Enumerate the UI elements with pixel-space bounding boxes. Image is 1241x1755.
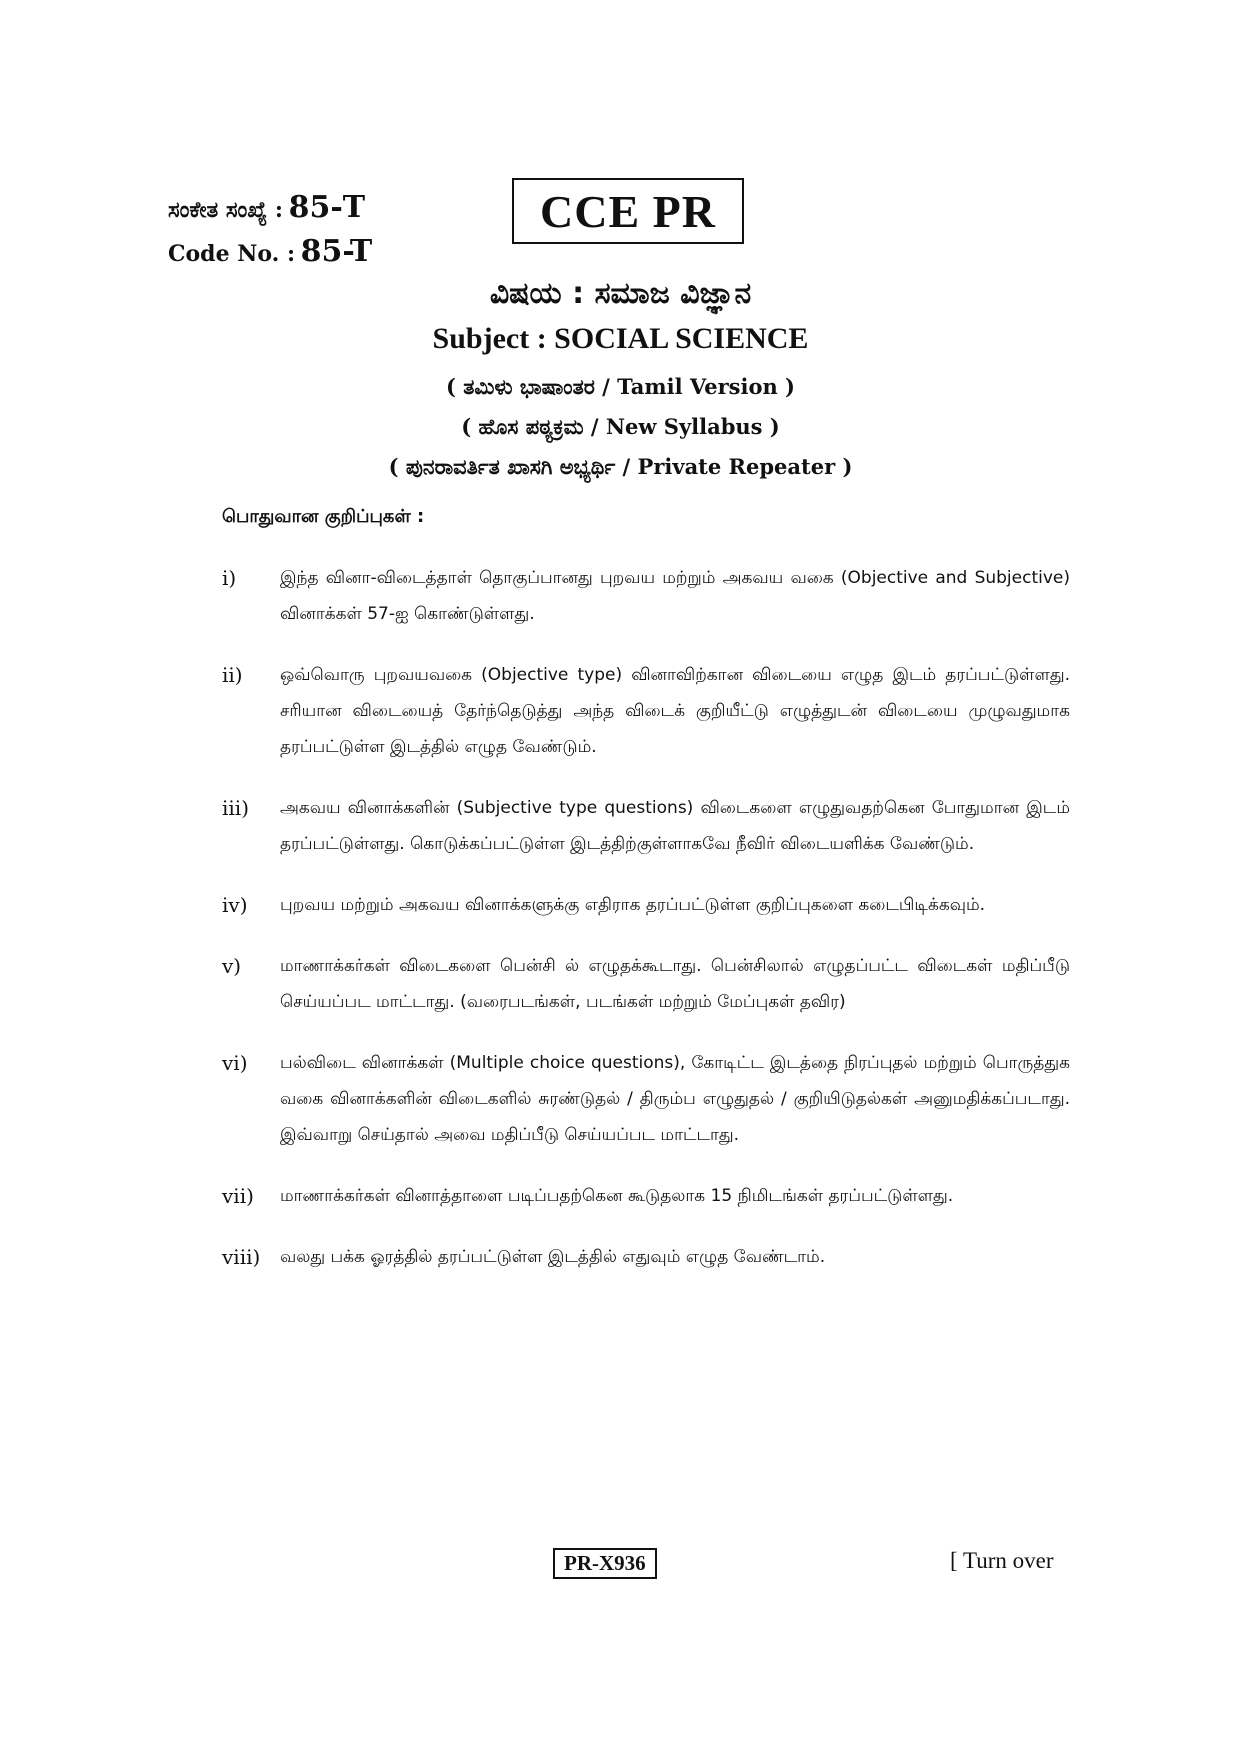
instruction-item: [222, 1045, 1070, 1153]
instruction-item: [222, 790, 1070, 862]
instructions-title: பொதுவான குறிப்புகள் :: [222, 506, 425, 527]
instruction-number: v): [222, 954, 242, 978]
code-kannada-label: ಸಂಕೇತ ಸಂಖ್ಯೆ :: [168, 197, 284, 223]
syllabus-line: ( ಹೊಸ ಪಠ್ಯಕ್ರಮ / New Syllabus ): [461, 414, 780, 439]
instruction-text: மாணாக்கர்கள் வினாத்தாளை படிப்பதற்கென கூடுதலாக 15 நிமிடங்கள் தரப்பட்டுள்ளது.: [280, 1186, 954, 1206]
instruction-text: பல்விடை வினாக்கள் (Multiple choice questions), கோடிட்ட இடத்தை நிரப்புதல் மற்றும் பொருத்துக வகை வினாக்களின் விடைகளில் சுரண்டுதல் / திரும்ப எழுதுதல் / குறியிடுதல்கள் அனுமதிக்கப்படாது. இவ்வாறு செய்தால் அவை மதிப்பீடு செய்யப்பட மாட்டாது.: [280, 1053, 1070, 1145]
instruction-number: iv): [222, 893, 248, 917]
instruction-text: புறவய மற்றும் அகவய வினாக்களுக்கு எதிராக தரப்பட்டுள்ள குறிப்புகளை கடைபிடிக்கவும்.: [280, 895, 986, 915]
instruction-item: [222, 887, 1070, 923]
turn-over-label: [ Turn over: [950, 1548, 1054, 1573]
code-kannada: [168, 188, 372, 232]
instruction-number: i): [222, 566, 237, 590]
code-english: [168, 232, 372, 276]
version-line: ( ತಮಿಳು ಭಾಷಾಂತರ / Tamil Version ): [446, 374, 795, 399]
instruction-item: [222, 560, 1070, 632]
instruction-text: வலது பக்க ஓரத்தில் தரப்பட்டுள்ள இடத்தில் எதுவும் எழுத வேண்டாம்.: [280, 1247, 826, 1267]
subject-kannada: ವಿಷಯ : ಸಮಾಜ ವಿಜ್ಞಾನ: [489, 276, 752, 311]
instruction-number: iii): [222, 796, 249, 820]
instruction-item: [222, 657, 1070, 765]
instruction-item: [222, 1239, 1070, 1275]
exam-type-box: CCE PR: [512, 178, 744, 244]
instruction-text: மாணாக்கர்கள் விடைகளை பென்சி ல் எழுதக்கூடாது. பென்சிலால் எழுதப்பட்ட விடைகள் மதிப்பீடு செய்யப்பட மாட்டாது. (வரைபடங்கள், படங்கள் மற்றும் மேப்புகள் தவிர): [280, 956, 1070, 1012]
instruction-item: [222, 948, 1070, 1020]
instruction-text: இந்த வினா-விடைத்தாள் தொகுப்பானது புறவய மற்றும் அகவய வகை (Objective and Subjective) வினாக்கள் 57-ஐ கொண்டுள்ளது.: [280, 568, 1070, 624]
instruction-number: viii): [222, 1245, 261, 1269]
candidate-type-line: ( ಪುನರಾವರ್ತಿತ ಖಾಸಗಿ ಅಭ್ಯರ್ಥಿ / Private Repeater ): [388, 454, 853, 479]
instruction-text: ஒவ்வொரு புறவயவகை (Objective type) வினாவிற்கான விடையை எழுத இடம் தரப்பட்டுள்ளது. சரியான விடையைத் தேர்ந்தெடுத்து அந்த விடைக் குறியீட்டு எழுத்துடன் விடையை முழுவதுமாக தரப்பட்டுள்ள இடத்தில் எழுத வேண்டும்.: [280, 665, 1070, 757]
code-english-label: Code No. :: [168, 241, 296, 267]
instruction-number: ii): [222, 663, 243, 687]
code-english-value: 85-T: [300, 234, 373, 269]
subject-english: Subject : SOCIAL SCIENCE: [432, 322, 809, 355]
instructions-list: [222, 560, 1070, 1300]
instruction-number: vi): [222, 1051, 248, 1075]
instruction-number: vii): [222, 1184, 254, 1208]
code-kannada-value: 85-T: [288, 190, 366, 225]
code-number-block: [168, 188, 372, 276]
instruction-item: [222, 1178, 1070, 1214]
paper-code-box: PR-X936: [553, 1548, 657, 1579]
instruction-text: அகவய வினாக்களின் (Subjective type questions) விடைகளை எழுதுவதற்கென போதுமான இடம் தரப்பட்டுள்ளது. கொடுக்கப்பட்டுள்ள இடத்திற்குள்ளாகவே நீவிர் விடையளிக்க வேண்டும்.: [280, 798, 1070, 854]
